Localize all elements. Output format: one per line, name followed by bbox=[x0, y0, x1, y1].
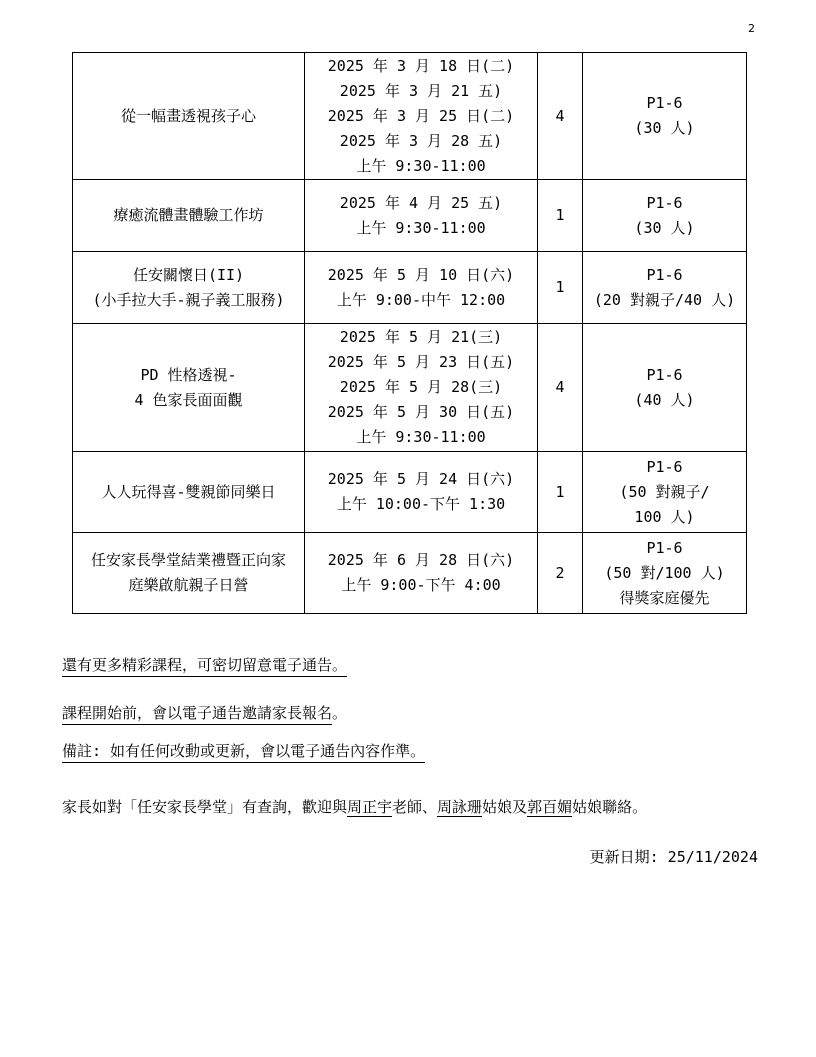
update-date: 更新日期: 25/11/2024 bbox=[589, 848, 758, 866]
table-row bbox=[73, 180, 747, 252]
course-dates-cell: 2025 年 5 月 21(三) 2025 年 5 月 23 日(五) 2025 年 5 月 28(三) 2025 年 5 月 30 日(五) 上午 9:30-11:00 bbox=[305, 324, 538, 452]
course-dates-cell: 2025 年 5 月 24 日(六) 上午 10:00-下午 1:30 bbox=[305, 452, 538, 533]
table-row bbox=[73, 452, 747, 533]
contact-name-1: 周正宇 bbox=[347, 798, 393, 816]
course-name-cell: 任安家長學堂結業禮暨正向家 庭樂啟航親子日營 bbox=[73, 533, 305, 614]
course-dates-cell: 2025 年 5 月 10 日(六) 上午 9:00-中午 12:00 bbox=[305, 252, 538, 324]
course-sessions-cell: 1 bbox=[538, 252, 583, 324]
course-target-cell: P1-6 (50 對親子/ 100 人) bbox=[583, 452, 747, 533]
course-sessions-cell: 1 bbox=[538, 180, 583, 252]
course-target-cell: P1-6 (20 對親子/40 人) bbox=[583, 252, 747, 324]
course-schedule-table bbox=[72, 52, 747, 614]
contact-name-2: 周詠珊 bbox=[437, 798, 483, 816]
course-target-cell: P1-6 (30 人) bbox=[583, 53, 747, 180]
table-row bbox=[73, 53, 747, 180]
course-sessions-cell: 4 bbox=[538, 53, 583, 180]
course-name-cell: 人人玩得喜-雙親節同樂日 bbox=[73, 452, 305, 533]
course-name-cell: 療癒流體畫體驗工作坊 bbox=[73, 180, 305, 252]
course-dates-cell: 2025 年 6 月 28 日(六) 上午 9:00-下午 4:00 bbox=[305, 533, 538, 614]
course-sessions-cell: 2 bbox=[538, 533, 583, 614]
course-sessions-cell: 4 bbox=[538, 324, 583, 452]
course-target-cell: P1-6 (40 人) bbox=[583, 324, 747, 452]
course-dates-cell: 2025 年 4 月 25 五) 上午 9:30-11:00 bbox=[305, 180, 538, 252]
more-courses-note: 還有更多精彩課程，可密切留意電子通告。 bbox=[62, 654, 347, 675]
table-row bbox=[73, 324, 747, 452]
course-name-cell: 從一幅畫透視孩子心 bbox=[73, 53, 305, 180]
remark-note: 備註: 如有任何改動或更新，會以電子通告內容作準。 bbox=[62, 740, 425, 761]
course-dates-cell: 2025 年 3 月 18 日(二) 2025 年 3 月 21 五) 2025 年 3 月 25 日(二) 2025 年 3 月 28 五) 上午 9:30-11:00 bbox=[305, 53, 538, 180]
course-target-cell: P1-6 (50 對/100 人) 得獎家庭優先 bbox=[583, 533, 747, 614]
registration-note: 課程開始前，會以電子通告邀請家長報名。 bbox=[62, 702, 347, 723]
course-sessions-cell: 1 bbox=[538, 452, 583, 533]
table-row bbox=[73, 533, 747, 614]
course-target-cell: P1-6 (30 人) bbox=[583, 180, 747, 252]
contact-note: 家長如對「任安家長學堂」有查詢，歡迎與周正宇老師、周詠珊姑娘及郭百媚姑娘聯絡。 bbox=[62, 798, 648, 816]
page-number: 2 bbox=[748, 22, 755, 35]
course-name-cell: PD 性格透視- 4 色家長面面觀 bbox=[73, 324, 305, 452]
contact-name-3: 郭百媚 bbox=[527, 798, 573, 816]
table-row bbox=[73, 252, 747, 324]
course-name-cell: 任安關懷日(II) (小手拉大手-親子義工服務) bbox=[73, 252, 305, 324]
